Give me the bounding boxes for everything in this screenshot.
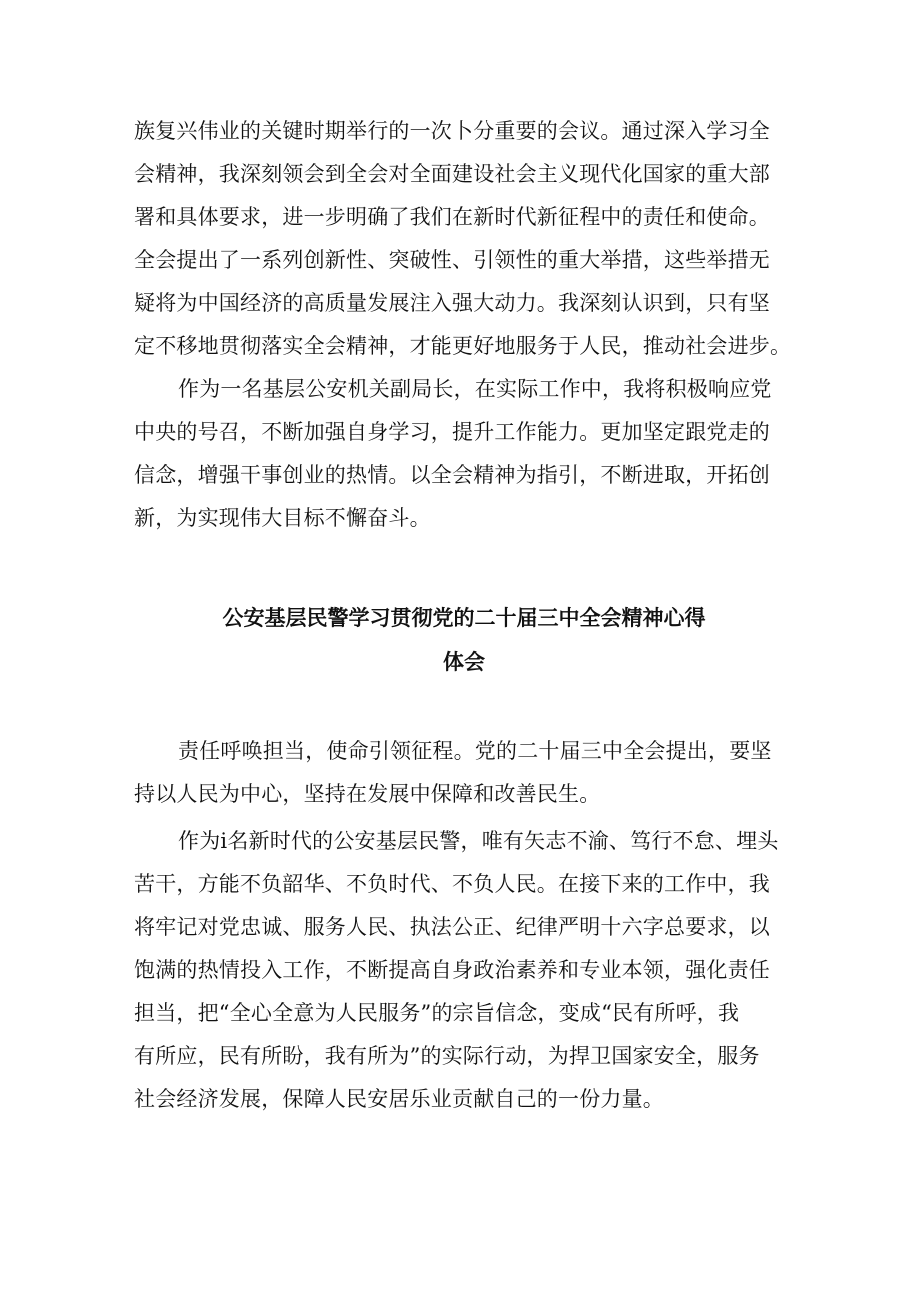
text-line: 社会经济发展，保障人民安居乐业贡献自己的一份力量。 <box>134 1087 664 1111</box>
article-title-line-1: 公安基层民警学习贯彻党的二十届三中全会精神心得 <box>222 606 706 630</box>
paragraph-deputy-director <box>134 368 794 540</box>
text-line: 有所应，民有所盼，我有所为”的实际行动，为捍卫国家安全，服务 <box>134 1044 760 1068</box>
article-title-line-2: 体会 <box>443 650 485 674</box>
text-line: 饱满的热情投入工作，不断提高自身政治素养和专业本领，强化责任 <box>134 958 770 982</box>
text-line: 全会提出了一系列创新性、突破性、引领性的重大举措，这些举措无 <box>134 248 770 272</box>
text-line: 疑将为中国经济的高质量发展注入强大动力。我深刻认识到，只有坚 <box>134 291 770 315</box>
text-line: 担当，把“全心全意为人民服务”的宗旨信念，变成“民有所呼，我 <box>134 1001 740 1025</box>
text-line: 苦干，方能不负韶华、不负时代、不负人民。在接下来的工作中，我 <box>134 872 770 896</box>
text-line: 将牢记对党忠诚、服务人民、执法公正、纪律严明十六字总要求，以 <box>134 915 770 939</box>
text-line: 持以人民为中心，坚持在发展中保障和改善民生。 <box>134 782 601 806</box>
paragraph-continuation <box>134 110 794 368</box>
text-line: 新，为实现伟大目标不懈奋斗。 <box>134 506 431 530</box>
paragraph-police-officer <box>134 820 794 1121</box>
paragraph-responsibility <box>134 730 794 816</box>
text-line: 中央的号召，不断加强自身学习，提升工作能力。更加坚定跟党走的 <box>134 420 770 444</box>
text-line: 作为i名新时代的公安基层民警，唯有矢志不渝、笃行不怠、埋头 <box>178 829 779 853</box>
text-line: 会精神，我深刻领会到全会对全面建设社会主义现代化国家的重大部 <box>134 162 770 186</box>
text-line: 信念，增强干事创业的热情。以全会精神为指引，不断进取，开拓创 <box>134 463 770 487</box>
text-line: 署和具体要求，进一步明确了我们在新时代新征程中的责任和使命。 <box>134 205 770 229</box>
text-line: 定不移地贯彻落实全会精神，才能更好地服务于人民，推动社会进步。 <box>134 334 792 358</box>
text-line: 作为一名基层公安机关副局长，在实际工作中，我将积极响应党 <box>178 377 772 401</box>
text-line: 族复兴伟业的关键时期举行的一次卜分重要的会议。通过深入学习全 <box>134 119 770 143</box>
text-line: 责任呼唤担当，使命引领征程。党的二十届三中全会提出，要坚 <box>178 739 772 763</box>
